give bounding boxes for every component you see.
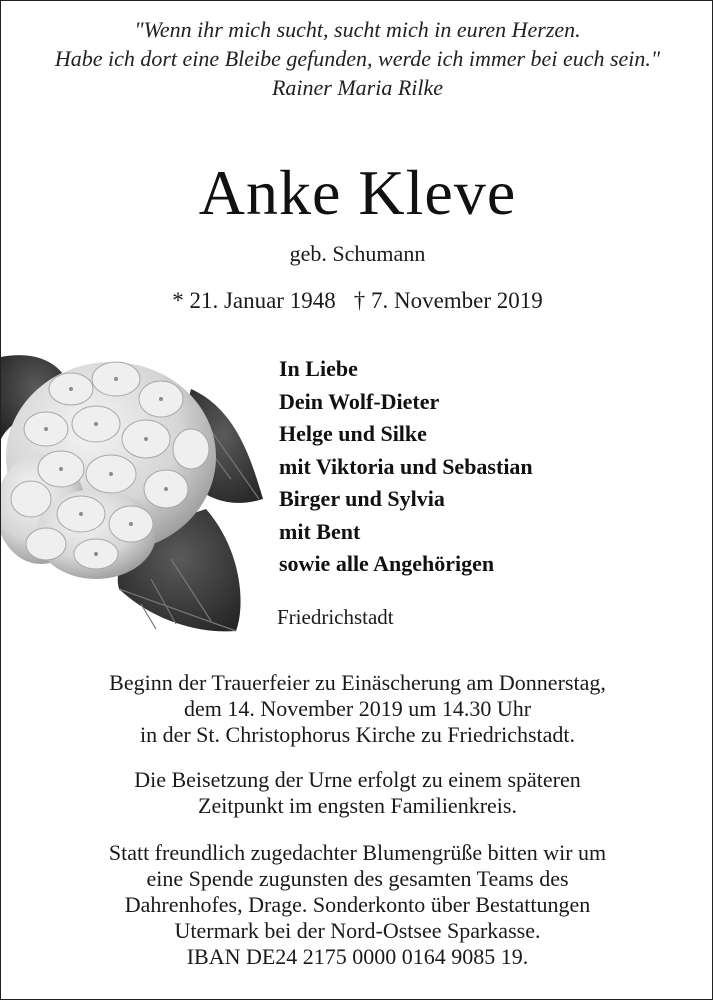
donation-line: Statt freundlich zugedachter Blumengrüße bitten wir um [108,840,607,865]
quote-author: Rainer Maria Rilke [271,75,444,100]
iban-line: IBAN DE24 2175 0000 0164 9085 19. [186,944,529,969]
rilke-quote [1,15,713,102]
deceased-name: Anke Kleve [198,157,517,228]
donation-line: Utermark bei der Nord-Ostsee Sparkasse. [174,918,541,943]
birth-date: * 21. Januar 1948 [172,288,336,313]
donation-line: eine Spende zugunsten des gesamten Teams des [146,866,569,891]
urn-line: Die Beisetzung der Urne erfolgt zu einem späteren [134,767,581,792]
mourner-line: mit Bent [279,518,361,544]
place-name: Friedrichstadt [277,605,394,629]
hydrangea-flower-image [1,349,271,634]
ceremony-line: dem 14. November 2019 um 14.30 Uhr [183,696,532,721]
mourner-line: Dein Wolf-Dieter [279,388,440,414]
mourner-line: Helge und Silke [279,421,427,446]
maiden-name: geb. Schumann [289,241,426,266]
mourner-line: mit Viktoria und Sebastian [279,453,533,479]
life-dates [1,285,713,317]
ceremony-line: Beginn der Trauerfeier zu Einäscherung am Donnerstag, [109,670,606,695]
death-date: † 7. November 2019 [353,288,543,313]
quote-line-2: Habe ich dort eine Bleibe gefunden, werde ich immer bei euch sein." [54,46,661,71]
ceremony-info [1,670,713,748]
mourner-line: sowie alle Angehörigen [279,551,495,576]
donation-line: Dahrenhofes, Drage. Sonderkonto über Bestattungen [124,892,591,917]
mourners-list [279,353,533,581]
urn-info [1,767,713,819]
mourner-line: Birger und Sylvia [279,486,445,511]
urn-line: Zeitpunkt im engsten Familienkreis. [198,793,517,818]
donation-info [1,840,713,970]
quote-line-1: "Wenn ihr mich sucht, sucht mich in euren Herzen. [134,17,581,42]
ceremony-line: in der St. Christophorus Kirche zu Friedrichstadt. [139,722,576,747]
mourner-line: In Liebe [279,356,358,381]
